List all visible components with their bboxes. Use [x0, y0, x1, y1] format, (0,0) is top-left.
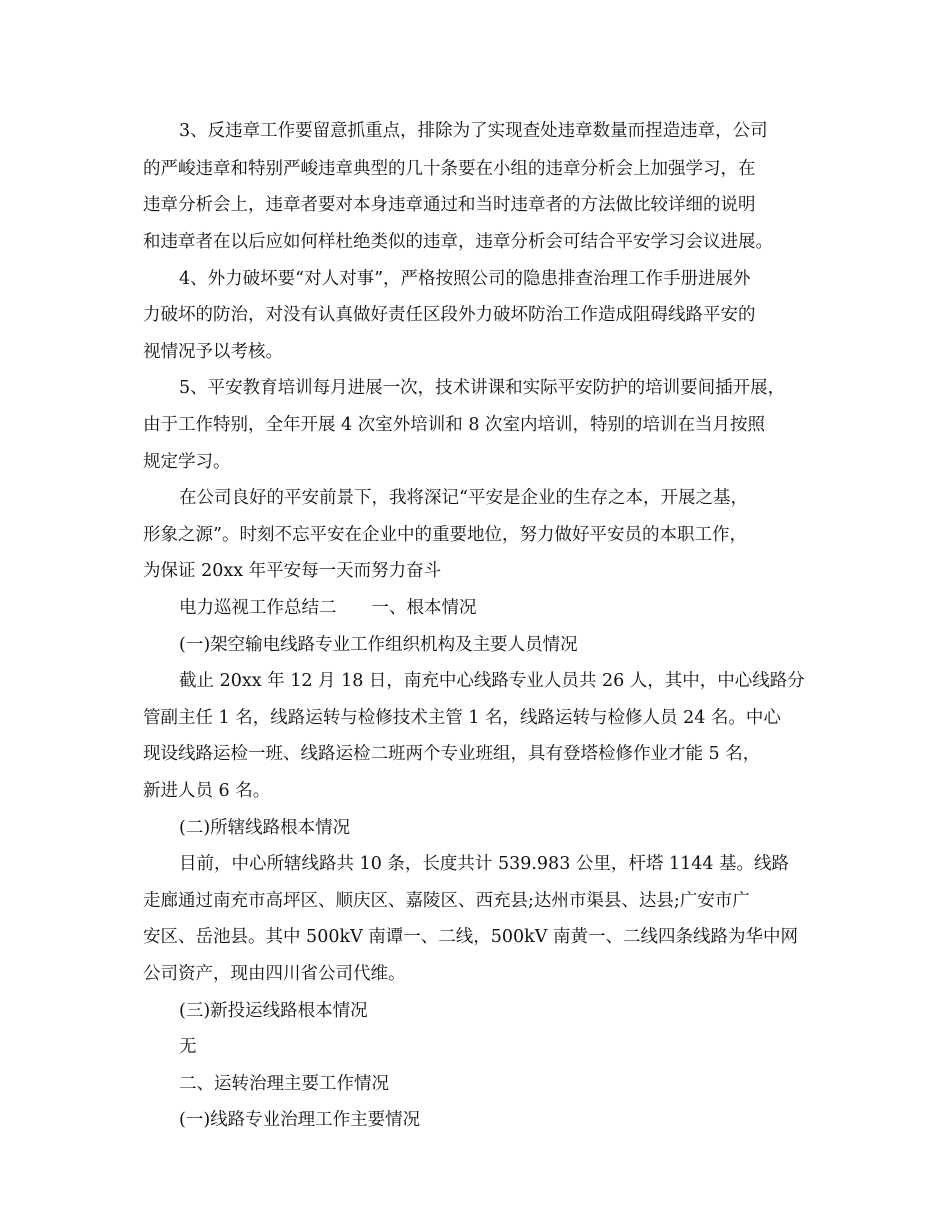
staff-paragraph-line-2: 管副主任 1 名，线路运转与检修技术主管 1 名，线路运转与检修人员 24 名。中心 — [143, 708, 781, 728]
closing-paragraph-line-2: 形象之源”。时刻不忘平安在企业中的重要地位，努力做好平安员的本职工作， — [143, 525, 747, 545]
paragraph-5-line-2: 由于工作特别，全年开展 4 次室外培训和 8 次室内培训，特别的培训在当月按照 — [143, 415, 766, 435]
paragraph-3-line-2: 的严峻违章和特别严峻违章典型的几十条要在小组的违章分析会上加强学习，在 — [143, 159, 756, 179]
staff-paragraph-line-1: 截止 20xx 年 12 月 18 日，南充中心线路专业人员共 26 人，其中，中心线路分 — [179, 671, 805, 691]
paragraph-5-line-1: 5、平安教育培训每月进展一次，技术讲课和实际平安防护的培训要间插开展， — [179, 378, 786, 398]
closing-paragraph-line-1: 在公司良好的平安前景下，我将深记“平安是企业的生存之本，开展之基， — [179, 488, 748, 508]
paragraph-3-line-1: 3、反违章工作要留意抓重点，排除为了实现查处违章数量而捏造违章，公司 — [179, 121, 768, 141]
staff-paragraph-line-4: 新进人员 6 名。 — [143, 781, 271, 801]
section-heading-2: 二、运转治理主要工作情况 — [179, 1074, 389, 1094]
subheading-1: (一)架空输电线路专业工作组织机构及主要人员情况 — [179, 635, 578, 655]
subheading-4: (一)线路专业治理工作主要情况 — [179, 1110, 421, 1130]
section-heading: 电力巡视工作总结二 一、根本情况 — [179, 598, 477, 618]
lines-paragraph-line-4: 公司资产，现由四川省公司代维。 — [143, 964, 406, 984]
paragraph-5-line-3: 规定学习。 — [143, 452, 231, 472]
closing-paragraph-line-3: 为保证 20xx 年平安每一天而努力奋斗 — [143, 561, 442, 581]
paragraph-3-line-3: 违章分析会上，违章者要对本身违章通过和当时违章者的方法做比较详细的说明 — [143, 195, 756, 215]
paragraph-3-line-4: 和违章者在以后应如何样杜绝类似的违章，违章分析会可结合平安学习会议进展。 — [143, 232, 773, 252]
paragraph-4-line-1: 4、外力破坏要“对人对事”，严格按照公司的隐患排查治理工作手册进展外 — [179, 269, 751, 289]
lines-paragraph-line-3: 安区、岳池县。其中 500kV 南谭一、二线，500kV 南黄一、二线四条线路为华中网 — [143, 927, 798, 947]
subheading-2: (二)所辖线路根本情况 — [179, 818, 351, 838]
none-text: 无 — [179, 1037, 197, 1057]
lines-paragraph-line-1: 目前，中心所辖线路共 10 条，长度共计 539.983 公里，杆塔 1144 基。线路 — [179, 854, 790, 874]
staff-paragraph-line-3: 现设线路运检一班、线路运检二班两个专业班组，具有登塔检修作业才能 5 名， — [143, 744, 761, 764]
paragraph-4-line-3: 视情况予以考核。 — [143, 342, 283, 362]
lines-paragraph-line-2: 走廊通过南充市高坪区、顺庆区、嘉陵区、西充县;达州市渠县、达县;广安市广 — [143, 891, 750, 911]
paragraph-4-line-2: 力破坏的防治，对没有认真做好责任区段外力破坏防治工作造成阻碍线路平安的 — [143, 305, 756, 325]
subheading-3: (三)新投运线路根本情况 — [179, 1001, 368, 1021]
